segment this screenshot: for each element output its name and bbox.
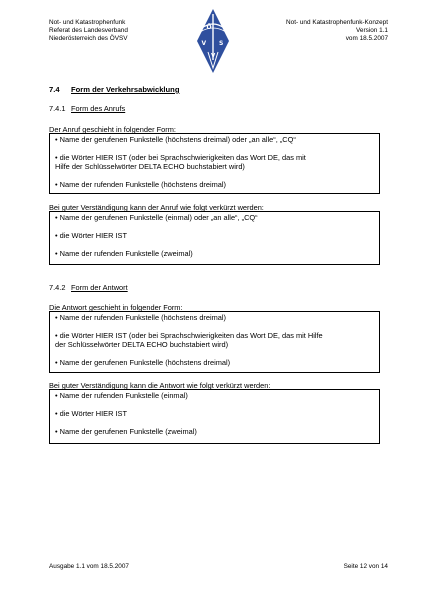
answer-short-line-3: • Name der gerufenen Funkstelle (zweimal) <box>55 427 197 436</box>
answer-box-line-1: • Name der rufenden Funkstelle (höchstens dreimal) <box>55 313 227 322</box>
call-box-line-4: • Name der rufenden Funkstelle (höchstens dreimal) <box>55 180 227 189</box>
answer-short-intro: Bei guter Verständigung kann die Antwort wie folgt verkürzt werden: <box>49 381 271 390</box>
answer-short-line-1: • Name der rufenden Funkstelle (einmal) <box>55 391 188 400</box>
subsection-1-heading <box>49 104 125 113</box>
answer-box <box>49 311 380 373</box>
call-box-line-3: Hilfe der Schlüsselwörter DELTA ECHO buchstabiert wird) <box>55 162 245 171</box>
subsection-2-number: 7.4.2 <box>49 283 66 292</box>
call-box-line-2: • die Wörter HIER IST (oder bei Sprachschwierigkeiten das Wort DE, das mit <box>55 153 306 162</box>
call-intro: Der Anruf geschieht in folgender Form: <box>49 125 176 134</box>
subsection-2-heading <box>49 283 128 292</box>
answer-intro: Die Antwort geschieht in folgender Form: <box>49 303 183 312</box>
header-left <box>49 19 128 44</box>
subsection-1-number: 7.4.1 <box>49 104 66 113</box>
header-right-line-1: Not- und Katastrophenfunk-Konzept <box>286 19 388 26</box>
header-right <box>286 19 388 44</box>
subsection-2-title: Form der Antwort <box>71 283 128 292</box>
header-left-line-3: Niederösterreich des ÖVSV <box>49 35 128 43</box>
answer-short-line-2: • die Wörter HIER IST <box>55 409 127 418</box>
logo-letter-3: S <box>219 40 224 47</box>
header-left-line-1: Not- und Katastrophenfunk <box>49 19 126 26</box>
call-short-box <box>49 211 380 265</box>
logo-letter-4: V <box>211 53 216 59</box>
header-left-line-2: Referat des Landesverband <box>49 27 128 35</box>
logo-letter-1: Ö <box>206 24 212 31</box>
footer-page-number: Seite 12 von 14 <box>343 563 388 570</box>
call-short-line-2: • die Wörter HIER IST <box>55 231 127 240</box>
header-right-line-3: vom 18.5.2007 <box>345 35 388 43</box>
call-short-intro: Bei guter Verständigung kann der Anruf wie folgt verkürzt werden: <box>49 203 264 212</box>
logo-letter-2: V <box>201 40 207 47</box>
answer-box-line-2: • die Wörter HIER IST (oder bei Sprachschwierigkeiten das Wort DE, das mit Hilfe <box>55 331 323 340</box>
call-short-line-3: • Name der rufenden Funkstelle (zweimal) <box>55 249 193 258</box>
footer-edition: Ausgabe 1.1 vom 18.5.2007 <box>49 563 129 570</box>
answer-box-line-4: • Name der gerufenen Funkstelle (höchstens dreimal) <box>55 358 231 367</box>
call-short-line-1: • Name der gerufenen Funkstelle (einmal) oder „an alle“, „CQ“ <box>55 213 258 222</box>
section-heading <box>49 85 179 94</box>
call-box-line-1: • Name der gerufenen Funkstelle (höchstens dreimal) oder „an alle“, „CQ“ <box>55 135 296 144</box>
header-right-line-2: Version 1.1 <box>356 27 388 35</box>
section-number: 7.4 <box>49 85 60 94</box>
ovsv-logo <box>196 8 230 74</box>
answer-short-box <box>49 389 380 444</box>
call-box <box>49 133 380 194</box>
subsection-1-title: Form des Anrufs <box>71 104 126 113</box>
section-title: Form der Verkehrsabwicklung <box>71 85 180 94</box>
answer-box-line-3: der Schlüsselwörter DELTA ECHO buchstabiert wird) <box>55 340 229 349</box>
